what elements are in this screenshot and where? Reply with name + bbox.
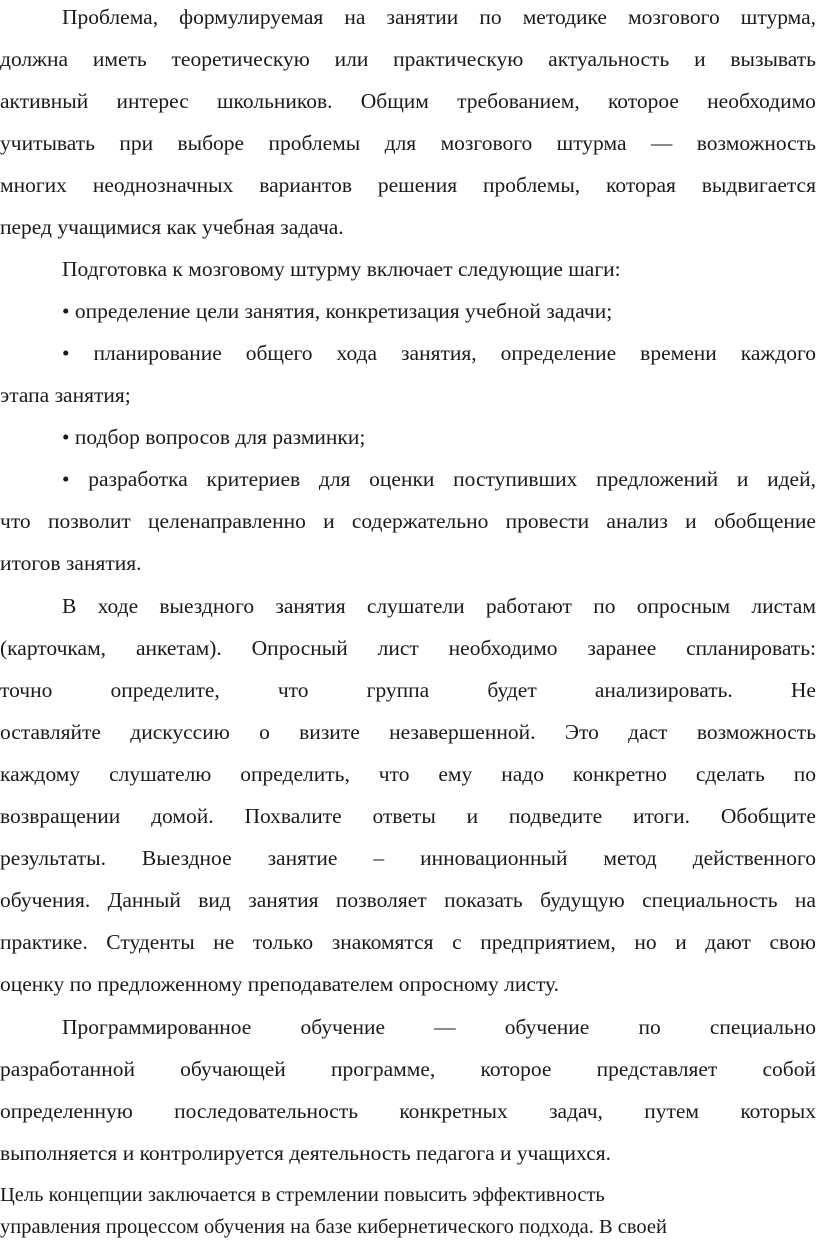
- word: ему: [438, 762, 473, 786]
- bullet-item: • определение цели занятия, конкретизация учебной задачи;: [62, 299, 613, 323]
- word: выездного: [159, 594, 255, 618]
- word: обучающей: [180, 1057, 286, 1081]
- text-line: [0, 128, 816, 158]
- word: инновационный: [420, 846, 568, 870]
- word: для: [384, 131, 417, 155]
- word: школьников.: [216, 89, 333, 113]
- word: путем: [644, 1099, 700, 1123]
- word: визите: [299, 720, 360, 744]
- word: анкетам).: [135, 636, 222, 660]
- text-line: [0, 843, 816, 873]
- bullet-item: • подбор вопросов для разминки;: [62, 425, 366, 449]
- word: Похвалите: [244, 804, 342, 828]
- word: Данный: [107, 888, 181, 912]
- word: разработанной: [0, 1057, 135, 1081]
- word: решения: [377, 173, 458, 197]
- word: штурма,: [740, 5, 816, 29]
- word: штурма: [556, 131, 627, 155]
- word: лист: [377, 636, 419, 660]
- word: результаты.: [0, 846, 106, 870]
- word: активный: [0, 89, 89, 113]
- word: последовательность: [174, 1099, 359, 1123]
- word: методике: [522, 5, 607, 29]
- word: иметь: [92, 47, 147, 71]
- word: проблемы,: [483, 173, 581, 197]
- word: требованием,: [457, 89, 580, 113]
- word: вид: [198, 888, 231, 912]
- word: и: [736, 467, 749, 491]
- text-line: [0, 506, 816, 536]
- word: и: [323, 509, 335, 533]
- word: о: [259, 720, 270, 744]
- word: практике.: [0, 930, 88, 954]
- word: ответы: [372, 804, 436, 828]
- word: интерес: [116, 89, 189, 113]
- word: оставляйте: [0, 720, 101, 744]
- word: занятия: [248, 888, 319, 912]
- word: надо: [501, 762, 544, 786]
- word: актуальность: [548, 47, 670, 71]
- word: собой: [762, 1057, 816, 1081]
- word: спланировать:: [686, 636, 816, 660]
- word: Студенты: [106, 930, 195, 954]
- text-line: итогов занятия.: [0, 551, 142, 575]
- word: только: [252, 930, 314, 954]
- word: при: [119, 131, 154, 155]
- word: на: [794, 888, 816, 912]
- word: времени: [640, 341, 717, 365]
- word: листам: [751, 594, 816, 618]
- word: Общим: [360, 89, 429, 113]
- word: обучение: [300, 1015, 386, 1039]
- word: формулируемая: [179, 5, 324, 29]
- word: по: [793, 762, 816, 786]
- word: итоги.: [632, 804, 691, 828]
- text-line: [0, 633, 816, 663]
- word: планирование: [93, 341, 222, 365]
- word: позволит: [47, 509, 131, 533]
- word: но: [634, 930, 657, 954]
- word: позволяет: [335, 888, 427, 912]
- text-line: [0, 170, 816, 200]
- text-line: [0, 591, 816, 621]
- word: действенного: [692, 846, 816, 870]
- word: будущую: [540, 888, 625, 912]
- word: программе,: [331, 1057, 436, 1081]
- text-line: выполняется и контролируется деятельность педагога и учащихся.: [0, 1141, 611, 1165]
- word: должна: [0, 47, 69, 71]
- word: знакомятся: [331, 930, 434, 954]
- text-line: оценку по предложенному преподавателем опросному листу.: [0, 972, 560, 996]
- word: необходимо: [448, 636, 558, 660]
- word: (карточкам,: [0, 636, 107, 660]
- text-line: управления процессом обучения на базе кибернетического подхода. В своей: [0, 1216, 667, 1238]
- word: занятия: [275, 594, 346, 618]
- word: анализ: [606, 509, 668, 533]
- word: обобщение: [713, 509, 816, 533]
- text-line: [0, 801, 816, 831]
- word: точно: [0, 678, 53, 702]
- word: критериев: [206, 467, 301, 491]
- word: Выездное: [141, 846, 232, 870]
- word: обучения.: [0, 888, 91, 912]
- word: и: [694, 47, 706, 71]
- word: содержательно: [351, 509, 489, 533]
- word: опросным: [636, 594, 731, 618]
- word: по: [593, 594, 616, 618]
- word: анализировать.: [594, 678, 733, 702]
- word: многих: [0, 173, 67, 197]
- word: учитывать: [0, 131, 95, 155]
- word: обучение: [504, 1015, 590, 1039]
- bullet-item: [0, 338, 816, 368]
- word: Программированное: [62, 1015, 252, 1039]
- word: определить,: [240, 762, 350, 786]
- text-line: [0, 675, 816, 705]
- word: необходимо: [707, 89, 816, 113]
- word: незавершенной.: [389, 720, 536, 744]
- word: ходе: [97, 594, 139, 618]
- word: и: [466, 804, 479, 828]
- text-line: [0, 1054, 816, 1084]
- text-line: [0, 885, 816, 915]
- word: конкретно: [572, 762, 667, 786]
- word: каждого: [740, 341, 816, 365]
- word: провести: [505, 509, 590, 533]
- word: практическую: [393, 47, 524, 71]
- word: Опросный: [251, 636, 348, 660]
- text-line: Подготовка к мозговому штурму включает следующие шаги:: [62, 257, 621, 281]
- text-line: перед учащимися как учебная задача.: [0, 215, 344, 239]
- word: предложений: [596, 467, 719, 491]
- word: которое: [480, 1057, 552, 1081]
- text-line: [0, 717, 816, 747]
- word: общего: [245, 341, 313, 365]
- text-line: Цель концепции заключается в стремлении повысить эффективность: [0, 1184, 605, 1206]
- word: выборе: [177, 131, 245, 155]
- word: на: [344, 5, 366, 29]
- word: что: [0, 509, 31, 533]
- word: каждому: [0, 762, 81, 786]
- word: что: [378, 762, 410, 786]
- word: целенаправленно: [148, 509, 306, 533]
- word: специально: [709, 1015, 816, 1039]
- word: Не: [790, 678, 816, 702]
- word: выдвигается: [701, 173, 816, 197]
- word: •: [62, 341, 70, 365]
- text-line: [0, 86, 816, 116]
- word: вызывать: [730, 47, 816, 71]
- word: определенную: [0, 1099, 133, 1123]
- word: домой.: [151, 804, 214, 828]
- word: возможность: [696, 131, 816, 155]
- text-line: [0, 927, 816, 957]
- word: занятии: [386, 5, 459, 29]
- word: Это: [564, 720, 599, 744]
- word: по: [638, 1015, 661, 1039]
- word: для: [318, 467, 351, 491]
- word: —: [650, 131, 673, 155]
- word: разработка: [88, 467, 188, 491]
- word: задач,: [549, 1099, 603, 1123]
- word: Обобщите: [720, 804, 816, 828]
- word: слушателю: [109, 762, 212, 786]
- word: определите,: [110, 678, 220, 702]
- word: слушатели: [366, 594, 465, 618]
- text-line: [0, 44, 816, 74]
- word: хода: [336, 341, 378, 365]
- word: –: [373, 846, 385, 870]
- word: специальность: [642, 888, 778, 912]
- word: представляет: [596, 1057, 718, 1081]
- word: дискуссию: [130, 720, 230, 744]
- word: которых: [740, 1099, 816, 1123]
- word: и: [675, 930, 687, 954]
- word: неоднозначных: [92, 173, 234, 197]
- word: или: [334, 47, 369, 71]
- word: проблемы: [268, 131, 361, 155]
- word: даст: [628, 720, 668, 744]
- word: работают: [485, 594, 572, 618]
- text-line: этапа занятия;: [0, 383, 131, 407]
- word: которая: [606, 173, 676, 197]
- word: оценки: [369, 467, 435, 491]
- word: что: [277, 678, 309, 702]
- word: мозгового: [440, 131, 533, 155]
- word: и: [685, 509, 697, 533]
- word: Проблема,: [62, 5, 159, 29]
- word: •: [62, 467, 70, 491]
- word: будет: [487, 678, 537, 702]
- word: теоретическую: [171, 47, 310, 71]
- word: с: [452, 930, 462, 954]
- word: метод: [603, 846, 657, 870]
- word: свою: [769, 930, 816, 954]
- text-line: [0, 759, 816, 789]
- word: определение: [500, 341, 617, 365]
- word: предприятием,: [480, 930, 616, 954]
- word: по: [479, 5, 502, 29]
- word: возможность: [696, 720, 816, 744]
- word: заранее: [587, 636, 657, 660]
- text-line: [0, 2, 816, 32]
- word: вариантов: [259, 173, 352, 197]
- word: подведите: [508, 804, 603, 828]
- word: дают: [705, 930, 751, 954]
- word: В: [62, 594, 77, 618]
- word: поступивших: [453, 467, 578, 491]
- word: занятие: [267, 846, 338, 870]
- word: идей,: [767, 467, 816, 491]
- word: не: [213, 930, 235, 954]
- word: —: [434, 1015, 456, 1039]
- text-line: [0, 1012, 816, 1042]
- word: которое: [607, 89, 679, 113]
- word: показать: [444, 888, 523, 912]
- word: группа: [366, 678, 430, 702]
- text-line: [0, 1096, 816, 1126]
- word: сделать: [695, 762, 765, 786]
- word: возвращении: [0, 804, 121, 828]
- word: мозгового: [628, 5, 720, 29]
- word: конкретных: [399, 1099, 508, 1123]
- word: занятия,: [401, 341, 477, 365]
- bullet-item: [0, 464, 816, 494]
